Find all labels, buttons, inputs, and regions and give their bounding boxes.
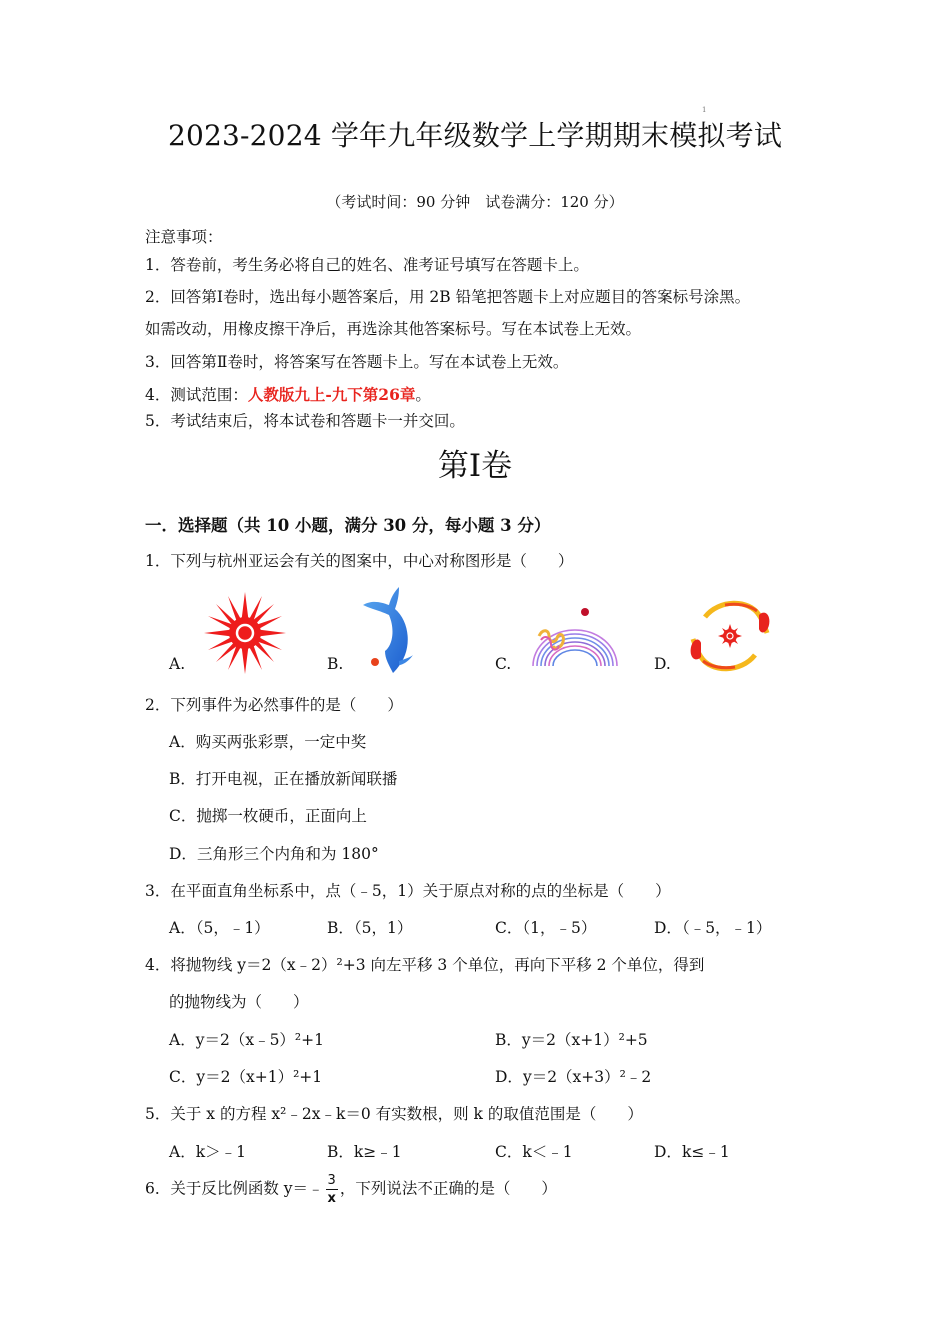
option-text: y＝2（x﹣5）²+1 (195, 1031, 324, 1049)
notice-item-3: 3．回答第Ⅱ卷时，将答案写在答题卡上。写在本试卷上无效。 (145, 353, 569, 371)
notice-item-4 (145, 383, 431, 405)
option-label: C． (495, 919, 523, 937)
notice-item-2-cont: 如需改动，用橡皮擦干净后，再选涂其他答案标号。写在本试卷上无效。 (145, 320, 642, 338)
option-label: C． (169, 1068, 197, 1086)
q3-option-a (169, 916, 270, 938)
rainbow-wave-emblem-icon (525, 600, 620, 672)
option-label: A． (169, 733, 196, 751)
q2-option-b (169, 767, 397, 789)
red-sun-emblem-icon (202, 590, 288, 676)
option-label: C． (169, 807, 197, 825)
option-label: D． (495, 1068, 523, 1086)
section-title: 第Ⅰ卷 (437, 448, 513, 484)
q4-option-b (495, 1028, 648, 1050)
q4-option-d (495, 1065, 651, 1087)
option-text: （5，1） (353, 919, 413, 937)
q5-option-c (495, 1140, 573, 1162)
q5-option-b (327, 1140, 402, 1162)
dragon-ring-emblem-icon (685, 595, 775, 677)
option-text: y＝2（x+3）²﹣2 (522, 1068, 652, 1086)
q1-option-a-label: A. (169, 655, 186, 673)
option-label: D． (654, 919, 682, 937)
q2-option-a (169, 730, 366, 752)
q3-stem: 3．在平面直角坐标系中，点（﹣5，1）关于原点对称的点的坐标是（ ） (145, 882, 671, 900)
option-label: B． (327, 1143, 354, 1161)
option-label: B． (169, 770, 196, 788)
option-text: （﹣5，﹣1） (681, 919, 772, 937)
option-label: C． (495, 1143, 523, 1161)
option-text: y＝2（x+1）²+1 (196, 1068, 323, 1086)
option-label: B． (495, 1031, 522, 1049)
notice-item-1: 1．答卷前，考生务必将自己的姓名、准考证号填写在答题卡上。 (145, 256, 589, 274)
q4-stem-line2: 的抛物线为（ ） (169, 993, 309, 1011)
option-text: k＜﹣1 (522, 1143, 573, 1161)
q4-option-c (169, 1065, 322, 1087)
exam-title: 2023-2024 学年九年级数学上学期期末模拟考试 (167, 119, 783, 152)
q5-option-a (169, 1140, 246, 1162)
option-text: k≥﹣1 (353, 1143, 402, 1161)
option-text: 打开电视，正在播放新闻联播 (195, 770, 398, 788)
part1-heading: 一．选择题（共 10 小题，满分 30 分，每小题 3 分） (145, 516, 551, 535)
exam-subtitle: （考试时间：90 分钟 试卷满分：120 分） (326, 193, 624, 211)
option-text: （5，﹣1） (195, 919, 270, 937)
option-text: y＝2（x+1）²+5 (521, 1031, 648, 1049)
q5-option-d (654, 1140, 730, 1162)
option-label: D． (654, 1143, 682, 1161)
option-text: （1，﹣5） (522, 919, 597, 937)
option-label: A． (169, 1143, 196, 1161)
blue-fish-tail-icon (355, 585, 425, 675)
q6-stem-suffix: ，下列说法不正确的是（ ） (339, 1179, 557, 1198)
q4-stem-line1: 4．将抛物线 y＝2（x﹣2）²+3 向左平移 3 个单位，再向下平移 2 个单位，得到 (145, 956, 705, 974)
q1-option-c-label: C. (495, 655, 512, 673)
notice-item-2: 2．回答第Ⅰ卷时，选出每小题答案后，用 2B 铅笔把答题卡上对应题目的答案标号涂黑。 (145, 288, 751, 306)
q1-stem: 1．下列与杭州亚运会有关的图案中，中心对称图形是（ ） (145, 552, 574, 570)
option-text: 抛掷一枚硬币，正面向上 (196, 807, 367, 825)
option-label: A． (169, 1031, 196, 1049)
q3-option-b (327, 916, 412, 938)
q2-stem: 2．下列事件为必然事件的是（ ） (145, 696, 403, 714)
fraction (326, 1174, 338, 1205)
q2-option-d (169, 842, 379, 864)
option-text: k≤﹣1 (681, 1143, 730, 1161)
q1-option-b-label: B. (327, 655, 344, 673)
q2-option-c (169, 804, 367, 826)
q6-stem (145, 1174, 557, 1205)
q4-option-a (169, 1028, 324, 1050)
notice-item-4-prefix: 4．测试范围： (145, 386, 248, 404)
q3-option-d (654, 916, 771, 938)
test-scope-highlight: 人教版九上-九下第26章 (247, 385, 416, 404)
page-marker: 1 (702, 106, 707, 114)
option-label: D． (169, 845, 197, 863)
q6-stem-prefix: 6．关于反比例函数 y＝﹣ (145, 1179, 324, 1198)
notice-item-4-suffix: 。 (415, 386, 431, 404)
q5-stem: 5．关于 x 的方程 x²﹣2x﹣k＝0 有实数根，则 k 的取值范围是（ ） (145, 1105, 643, 1123)
q1-option-d-label: D. (654, 655, 671, 673)
option-label: B． (327, 919, 354, 937)
q3-option-c (495, 916, 596, 938)
fraction-numerator: 3 (327, 1173, 336, 1188)
option-text: k＞﹣1 (195, 1143, 246, 1161)
option-text: 三角形三个内角和为 180° (196, 845, 379, 863)
fraction-denominator: x (327, 1191, 336, 1206)
option-text: 购买两张彩票，一定中奖 (195, 733, 367, 751)
notice-item-5: 5．考试结束后，将本试卷和答题卡一并交回。 (145, 412, 465, 430)
notice-heading: 注意事项： (145, 228, 223, 246)
option-label: A． (169, 919, 196, 937)
